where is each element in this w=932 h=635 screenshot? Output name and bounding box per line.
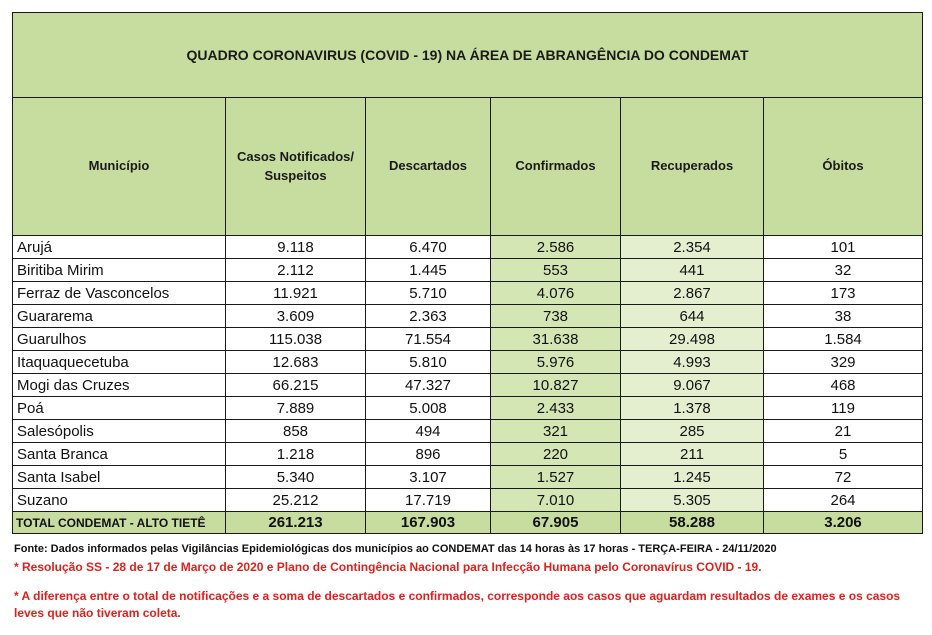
table-row <box>13 489 923 512</box>
table-row <box>13 443 923 466</box>
cell-notificados: 11.921 <box>226 282 366 305</box>
title-row <box>13 13 923 98</box>
table-row <box>13 351 923 374</box>
cell-notificados: 1.218 <box>226 443 366 466</box>
table-row <box>13 236 923 259</box>
cell-recuperados: 211 <box>621 443 764 466</box>
table-row <box>13 397 923 420</box>
cell-confirmados: 553 <box>491 259 621 282</box>
table-body <box>13 236 923 512</box>
cell-descartados: 1.445 <box>366 259 491 282</box>
cell-municipio: Ferraz de Vasconcelos <box>13 282 226 305</box>
header-obitos: Óbitos <box>764 98 923 236</box>
cell-obitos: 119 <box>764 397 923 420</box>
cell-notificados: 3.609 <box>226 305 366 328</box>
cell-descartados: 6.470 <box>366 236 491 259</box>
cell-descartados: 2.363 <box>366 305 491 328</box>
source-note: Fonte: Dados informados pelas Vigilâncias Epidemiológicas dos municípios ao CONDEMAT das 14 horas às 17 horas - TERÇA-FEIRA - 24/11/2020 <box>14 543 777 555</box>
cell-confirmados: 321 <box>491 420 621 443</box>
cell-notificados: 9.118 <box>226 236 366 259</box>
cell-notificados: 12.683 <box>226 351 366 374</box>
cell-recuperados: 2.354 <box>621 236 764 259</box>
header-notificados-line1: Casos Notificados/ <box>236 148 355 164</box>
header-recuperados: Recuperados <box>621 98 764 236</box>
header-confirmados: Confirmados <box>491 98 621 236</box>
resolution-note: * Resolução SS - 28 de 17 de Março de 2020 e Plano de Contingência Nacional para Infecção Humana pelo Coronavírus COVID - 19. <box>14 560 762 574</box>
table-row <box>13 328 923 351</box>
cell-obitos: 329 <box>764 351 923 374</box>
cell-descartados: 896 <box>366 443 491 466</box>
cell-confirmados: 220 <box>491 443 621 466</box>
cell-confirmados: 1.527 <box>491 466 621 489</box>
cell-obitos: 21 <box>764 420 923 443</box>
total-obitos: 3.206 <box>764 512 923 534</box>
cell-municipio: Santa Isabel <box>13 466 226 489</box>
cell-municipio: Guararema <box>13 305 226 328</box>
cell-municipio: Mogi das Cruzes <box>13 374 226 397</box>
cell-descartados: 71.554 <box>366 328 491 351</box>
cell-municipio: Itaquaquecetuba <box>13 351 226 374</box>
cell-confirmados: 4.076 <box>491 282 621 305</box>
cell-obitos: 1.584 <box>764 328 923 351</box>
cell-recuperados: 9.067 <box>621 374 764 397</box>
cell-recuperados: 1.378 <box>621 397 764 420</box>
cell-notificados: 25.212 <box>226 489 366 512</box>
cell-recuperados: 4.993 <box>621 351 764 374</box>
total-label: TOTAL CONDEMAT - ALTO TIETÊ <box>13 512 226 534</box>
total-confirmados: 67.905 <box>491 512 621 534</box>
total-notificados: 261.213 <box>226 512 366 534</box>
cell-descartados: 3.107 <box>366 466 491 489</box>
cell-recuperados: 285 <box>621 420 764 443</box>
covid-table <box>12 12 923 534</box>
cell-municipio: Guarulhos <box>13 328 226 351</box>
cell-confirmados: 31.638 <box>491 328 621 351</box>
cell-municipio: Suzano <box>13 489 226 512</box>
header-municipio: Município <box>13 98 226 236</box>
header-notificados <box>226 98 366 236</box>
cell-obitos: 72 <box>764 466 923 489</box>
cell-obitos: 173 <box>764 282 923 305</box>
table-row <box>13 374 923 397</box>
cell-notificados: 858 <box>226 420 366 443</box>
cell-municipio: Biritiba Mirim <box>13 259 226 282</box>
cell-recuperados: 29.498 <box>621 328 764 351</box>
cell-obitos: 264 <box>764 489 923 512</box>
cell-descartados: 5.008 <box>366 397 491 420</box>
cell-confirmados: 7.010 <box>491 489 621 512</box>
table-row <box>13 420 923 443</box>
total-descartados: 167.903 <box>366 512 491 534</box>
cell-confirmados: 738 <box>491 305 621 328</box>
difference-note: * A diferença entre o total de notificações e a soma de descartados e confirmados, corresponde aos casos que aguardam resultados de exames e os casos leves que não tiveram coleta. <box>14 589 901 621</box>
cell-confirmados: 2.433 <box>491 397 621 420</box>
table-row <box>13 305 923 328</box>
total-recuperados: 58.288 <box>621 512 764 534</box>
table-row <box>13 282 923 305</box>
cell-confirmados: 5.976 <box>491 351 621 374</box>
cell-municipio: Salesópolis <box>13 420 226 443</box>
cell-municipio: Arujá <box>13 236 226 259</box>
cell-descartados: 47.327 <box>366 374 491 397</box>
table-row <box>13 466 923 489</box>
table-title: QUADRO CORONAVIRUS (COVID - 19) NA ÁREA DE ABRANGÊNCIA DO CONDEMAT <box>13 13 923 98</box>
cell-notificados: 5.340 <box>226 466 366 489</box>
cell-notificados: 2.112 <box>226 259 366 282</box>
cell-recuperados: 644 <box>621 305 764 328</box>
cell-municipio: Poá <box>13 397 226 420</box>
cell-municipio: Santa Branca <box>13 443 226 466</box>
header-notificados-line2: Suspeitos <box>264 167 327 183</box>
cell-obitos: 38 <box>764 305 923 328</box>
cell-recuperados: 1.245 <box>621 466 764 489</box>
cell-obitos: 5 <box>764 443 923 466</box>
cell-descartados: 494 <box>366 420 491 443</box>
table-row <box>13 259 923 282</box>
total-row <box>13 512 923 534</box>
notes-block <box>14 543 919 623</box>
cell-notificados: 115.038 <box>226 328 366 351</box>
cell-confirmados: 2.586 <box>491 236 621 259</box>
cell-descartados: 5.810 <box>366 351 491 374</box>
cell-notificados: 66.215 <box>226 374 366 397</box>
cell-descartados: 17.719 <box>366 489 491 512</box>
cell-obitos: 468 <box>764 374 923 397</box>
cell-recuperados: 2.867 <box>621 282 764 305</box>
cell-confirmados: 10.827 <box>491 374 621 397</box>
cell-descartados: 5.710 <box>366 282 491 305</box>
cell-obitos: 101 <box>764 236 923 259</box>
cell-notificados: 7.889 <box>226 397 366 420</box>
cell-recuperados: 5.305 <box>621 489 764 512</box>
header-row <box>13 98 923 236</box>
cell-obitos: 32 <box>764 259 923 282</box>
cell-recuperados: 441 <box>621 259 764 282</box>
header-descartados: Descartados <box>366 98 491 236</box>
